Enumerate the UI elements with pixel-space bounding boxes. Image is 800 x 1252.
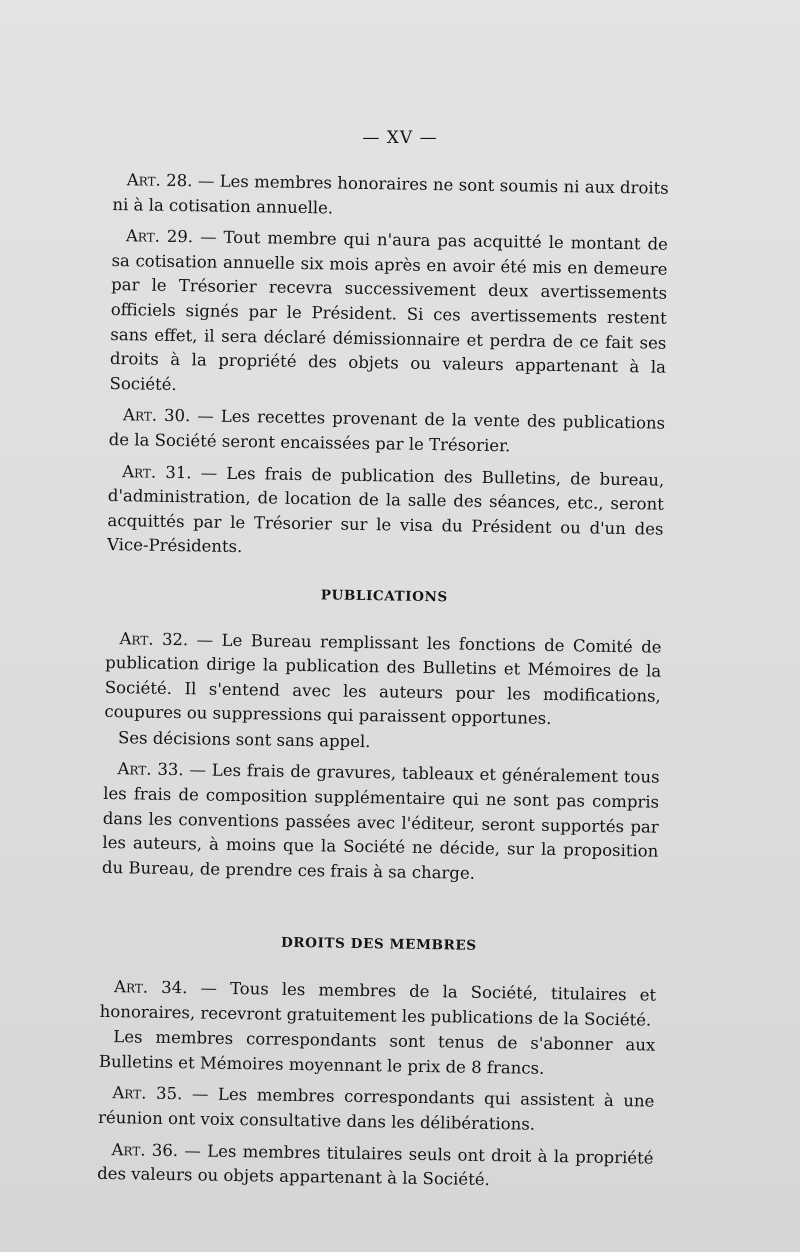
article-34-continuation bbox=[99, 1025, 656, 1083]
article-label: Art. 35. bbox=[112, 1083, 183, 1104]
article-text: Ses décisions sont sans appel. bbox=[117, 728, 371, 751]
article-label: Art. 31. bbox=[122, 461, 192, 482]
page-body bbox=[97, 168, 669, 1202]
article-text: — Le Bureau remplissant les fonctions de Comité de publication dirige la publication des Bulletins et Mémoires de la Société. Il s'entend avec les auteurs pour les modifications, coupures ou suppressions qui paraissent opportunes. bbox=[104, 629, 662, 729]
section-heading-droits: DROITS DES MEMBRES bbox=[280, 935, 477, 955]
article-label: Art. 34. bbox=[113, 977, 188, 998]
article-label: Art. 32. bbox=[119, 628, 189, 649]
article-text: — Les membres titulaires seuls ont droit à la propriété des valeurs ou objets appartenant à la Société. bbox=[97, 1140, 654, 1190]
article-30 bbox=[109, 403, 666, 461]
article-text: — Les membres correspondants qui assistent à une réunion ont voix consultative dans les délibérations. bbox=[97, 1084, 655, 1134]
article-32 bbox=[104, 626, 661, 733]
article-label: Art. 36. bbox=[111, 1139, 179, 1160]
article-34 bbox=[100, 975, 657, 1033]
article-text: — Tous les membres de la Société, titulaires et honoraires, recevront gratuitement les publications de la Société. bbox=[99, 978, 657, 1030]
article-35 bbox=[98, 1081, 655, 1139]
article-label: Art. 33. bbox=[117, 759, 184, 780]
article-text: Les membres correspondants sont tenus de s'abonner aux Bulletins et Mémoires moyennant le prix de 8 francs. bbox=[98, 1027, 656, 1078]
article-text: — Les recettes provenant de la vente des publications de la Société seront encaissées par le Trésorier. bbox=[108, 406, 666, 456]
article-text: — Les frais de gravures, tableaux et généralement tous les frais de composition supplémentaire qui ne sont pas compris dans les conventions passées avec l'éditeur, seront supportés par les auteurs, à moins que la Société ne décide, sur la proposition du Bureau, de prendre ces frais à sa charge. bbox=[101, 760, 660, 883]
article-text: — Les frais de publication des Bulletins, de bureau, d'administration, de location de la salle des séances, etc., seront acquittés par le Trésorier sur le visa du Président ou d'un des Vice-Présidents. bbox=[106, 462, 665, 557]
article-text: — Tout membre qui n'aura pas acquitté le montant de sa cotisation annuelle six mois après en avoir été mis en demeure par le Trésorier recevra successivement deux avertissements officiels signés par le Président. Si ces avertissements restent sans effet, il sera déclaré démissionnaire et perdra de ce fait ses droits à la propriété des objets ou valeurs appartenant à la Société. bbox=[109, 227, 669, 394]
article-label: Art. 29. bbox=[125, 226, 194, 247]
article-31 bbox=[107, 459, 664, 566]
article-33 bbox=[102, 757, 660, 889]
article-28 bbox=[112, 168, 669, 226]
article-label: Art. 30. bbox=[122, 405, 191, 426]
article-text: — Les membres honoraires ne sont soumis ni aux droits ni à la cotisation annuelle. bbox=[112, 171, 669, 218]
article-label: Art. 28. bbox=[126, 170, 193, 191]
page-number: — XV — bbox=[362, 128, 438, 148]
section-heading-publications: PUBLICATIONS bbox=[320, 587, 448, 606]
article-36 bbox=[97, 1137, 654, 1195]
article-29 bbox=[109, 224, 668, 405]
